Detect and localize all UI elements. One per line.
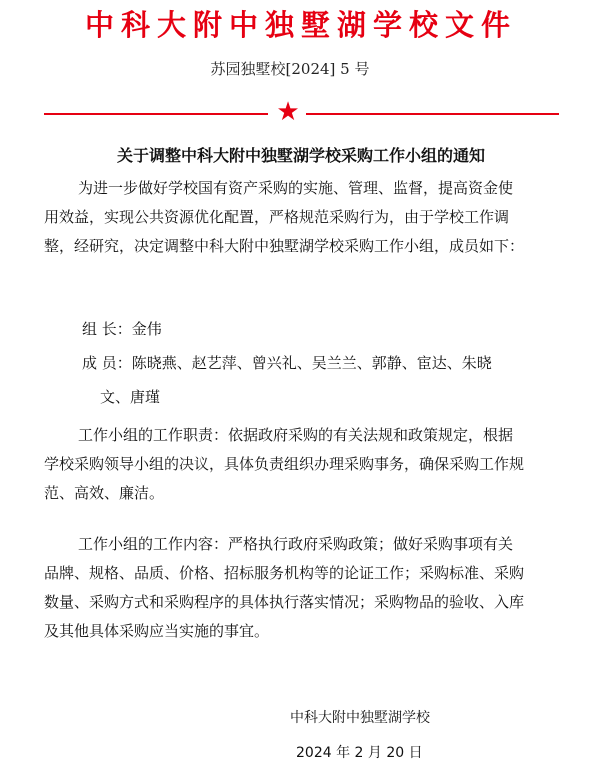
notice-title: 关于调整中科大附中独墅湖学校采购工作小组的通知	[116, 146, 485, 165]
signature-date: 2024 年 2 月 20 日	[296, 745, 423, 761]
intro-paragraph: 为进一步做好学校国有资产采购的实施、管理、监督，提高资金使用效益，实现公共资源优化配置，严格规范采购行为，由于学校工作调整，经研究，决定调整中科大附中独墅湖学校采购工作小组，成员如下：	[44, 179, 525, 255]
members-names-continued: 文、唐瑾	[100, 388, 161, 406]
group-leader-line	[82, 315, 522, 344]
group-members-line	[82, 349, 522, 412]
signature-organization: 中科大附中独墅湖学校	[290, 710, 430, 726]
document-number: 苏园独墅校[2024] 5 号	[210, 60, 370, 78]
members-label: 成 员：	[82, 354, 132, 372]
document-header-title: 中科大附中独墅湖学校文件	[84, 8, 517, 42]
members-names: 陈晓燕、赵艺萍、曾兴礼、吴兰兰、郭静、宦达、朱晓	[131, 354, 492, 372]
header-divider-left	[44, 113, 268, 115]
leader-label: 组 长：	[82, 320, 132, 338]
red-star-icon: ★	[276, 97, 300, 127]
duties-paragraph: 工作小组的工作职责：依据政府采购的有关法规和政策规定，根据学校采购领导小组的决议，具体负责组织办理采购事务，确保采购工作规范、高效、廉洁。	[44, 426, 525, 502]
header-divider-right	[306, 113, 559, 115]
content-paragraph: 工作小组的工作内容：严格执行政府采购政策；做好采购事项有关品牌、规格、品质、价格、招标服务机构等的论证工作；采购标准、采购数量、采购方式和采购程序的具体执行落实情况；采购物品的验收、入库及其他具体采购应当实施的事宜。	[44, 535, 525, 640]
leader-name: 金伟	[131, 320, 162, 338]
